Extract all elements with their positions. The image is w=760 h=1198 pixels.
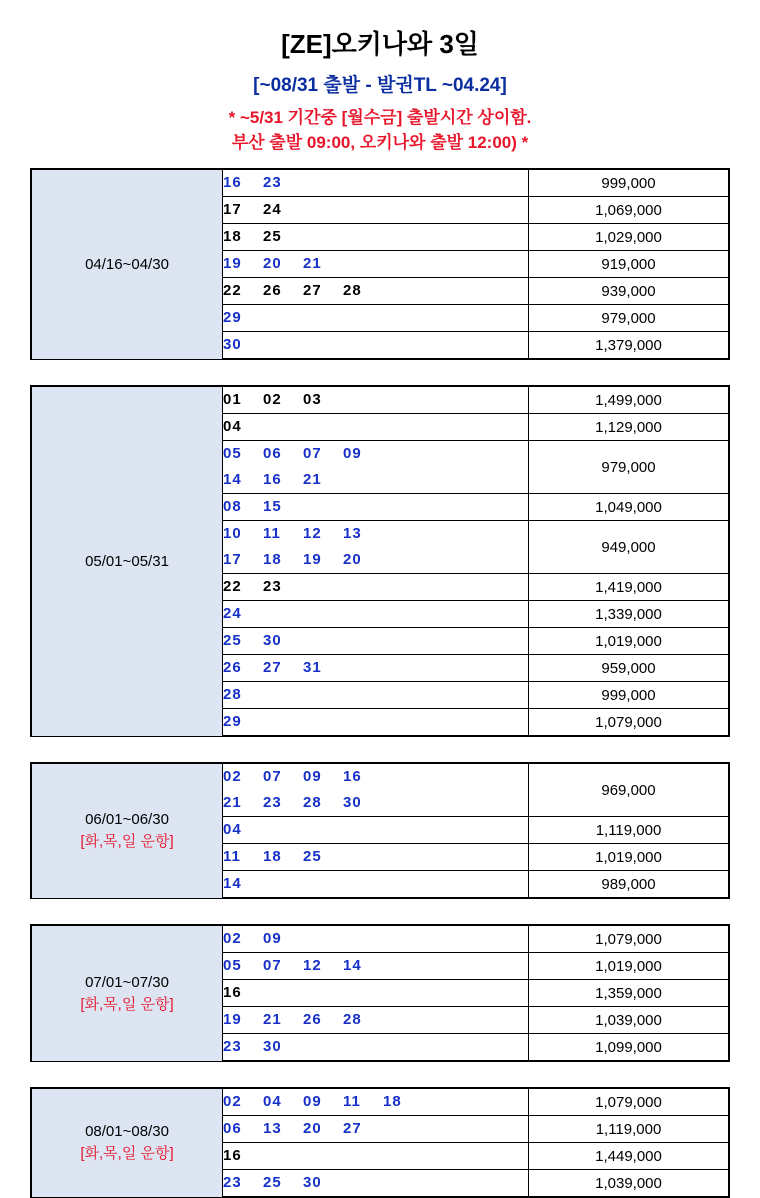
- day-number: 24: [223, 605, 242, 623]
- departure-days-line: [223, 467, 528, 493]
- day-number: 18: [223, 228, 242, 246]
- day-number: 20: [303, 1120, 322, 1138]
- table-row: [31, 763, 729, 817]
- day-number: 01: [223, 391, 242, 409]
- day-number: 16: [223, 984, 242, 1002]
- day-number: 25: [303, 848, 322, 866]
- group-spacer-cell: [31, 898, 729, 925]
- day-number: 09: [343, 445, 362, 463]
- price-cell: 1,029,000: [529, 224, 730, 251]
- day-number: 04: [263, 1093, 282, 1111]
- price-cell: 939,000: [529, 278, 730, 305]
- day-number: 23: [263, 794, 282, 812]
- day-number: 17: [223, 201, 242, 219]
- departure-days-cell: [223, 414, 529, 441]
- departure-days-line: [223, 494, 528, 520]
- period-label: 04/16~04/30: [85, 255, 169, 273]
- period-note: [화,목,일 운항]: [80, 995, 174, 1013]
- departure-days-cell: [223, 1034, 529, 1062]
- day-number: 16: [263, 471, 282, 489]
- day-number: 21: [263, 1011, 282, 1029]
- day-number: 16: [223, 174, 242, 192]
- day-number: 12: [303, 957, 322, 975]
- period-cell: [31, 386, 223, 736]
- price-cell: 1,079,000: [529, 1088, 730, 1116]
- departure-days-cell: [223, 197, 529, 224]
- departure-days-line: [223, 817, 528, 843]
- departure-days-line: [223, 790, 528, 816]
- price-cell: 969,000: [529, 763, 730, 817]
- departure-days-cell: [223, 817, 529, 844]
- departure-days-cell: [223, 601, 529, 628]
- price-cell: 979,000: [529, 305, 730, 332]
- price-cell: 1,039,000: [529, 1007, 730, 1034]
- departure-days-line: [223, 1034, 528, 1060]
- departure-days-cell: [223, 844, 529, 871]
- day-number: 16: [343, 768, 362, 786]
- day-number: 04: [223, 418, 242, 436]
- period-label: 05/01~05/31: [85, 552, 169, 570]
- day-number: 22: [223, 282, 242, 300]
- day-number: 23: [263, 578, 282, 596]
- price-cell: 1,379,000: [529, 332, 730, 360]
- page-title: [ZE]오키나와 3일: [281, 29, 479, 59]
- day-number: 05: [223, 957, 242, 975]
- day-number: 23: [223, 1174, 242, 1192]
- departure-days-cell: [223, 305, 529, 332]
- day-number: 30: [223, 336, 242, 354]
- day-number: 21: [303, 471, 322, 489]
- day-number: 26: [303, 1011, 322, 1029]
- price-cell: 1,019,000: [529, 844, 730, 871]
- departure-days-cell: [223, 332, 529, 360]
- day-number: 03: [303, 391, 322, 409]
- day-number: 28: [303, 794, 322, 812]
- day-number: 30: [263, 1038, 282, 1056]
- notice-block: [0, 106, 760, 155]
- day-number: 20: [263, 255, 282, 273]
- day-number: 27: [263, 659, 282, 677]
- departure-days-cell: [223, 278, 529, 305]
- departure-days-cell: [223, 953, 529, 980]
- departure-days-line: [223, 953, 528, 979]
- departure-days-cell: [223, 521, 529, 574]
- price-cell: 1,129,000: [529, 414, 730, 441]
- price-cell: 1,049,000: [529, 494, 730, 521]
- table-row: [31, 925, 729, 953]
- day-number: 07: [303, 445, 322, 463]
- day-number: 13: [263, 1120, 282, 1138]
- departure-days-line: [223, 547, 528, 573]
- departure-days-line: [223, 1089, 528, 1115]
- departure-days-line: [223, 278, 528, 304]
- departure-days-line: [223, 628, 528, 654]
- departure-days-line: [223, 1007, 528, 1033]
- price-cell: 919,000: [529, 251, 730, 278]
- price-cell: 1,019,000: [529, 628, 730, 655]
- day-number: 26: [223, 659, 242, 677]
- departure-days-line: [223, 574, 528, 600]
- day-number: 04: [223, 821, 242, 839]
- price-cell: 1,119,000: [529, 817, 730, 844]
- price-cell: 1,039,000: [529, 1170, 730, 1198]
- group-spacer-cell: [31, 359, 729, 386]
- day-number: 27: [343, 1120, 362, 1138]
- day-number: 15: [263, 498, 282, 516]
- departure-days-line: [223, 601, 528, 627]
- day-number: 30: [343, 794, 362, 812]
- day-number: 09: [303, 768, 322, 786]
- departure-days-line: [223, 764, 528, 790]
- day-number: 23: [223, 1038, 242, 1056]
- day-number: 28: [223, 686, 242, 704]
- departure-days-line: [223, 441, 528, 467]
- departure-days-line: [223, 1116, 528, 1142]
- day-number: 14: [223, 875, 242, 893]
- departure-days-cell: [223, 709, 529, 737]
- day-number: 18: [263, 848, 282, 866]
- departure-days-line: [223, 305, 528, 331]
- day-number: 29: [223, 713, 242, 731]
- departure-days-line: [223, 332, 528, 358]
- day-number: 23: [263, 174, 282, 192]
- day-number: 28: [343, 282, 362, 300]
- notice-line-1: * ~5/31 기간중 [월수금] 출발시간 상이함.: [228, 108, 532, 127]
- day-number: 31: [303, 659, 322, 677]
- day-number: 22: [223, 578, 242, 596]
- departure-days-line: [223, 1143, 528, 1169]
- table-row: [31, 386, 729, 414]
- departure-days-cell: [223, 763, 529, 817]
- day-number: 26: [263, 282, 282, 300]
- day-number: 20: [343, 551, 362, 569]
- group-spacer-cell: [31, 736, 729, 763]
- price-cell: 1,069,000: [529, 197, 730, 224]
- day-number: 18: [263, 551, 282, 569]
- day-number: 14: [223, 471, 242, 489]
- day-number: 28: [343, 1011, 362, 1029]
- departure-days-cell: [223, 1143, 529, 1170]
- departure-days-cell: [223, 169, 529, 197]
- price-cell: 949,000: [529, 521, 730, 574]
- day-number: 19: [223, 255, 242, 273]
- day-number: 12: [303, 525, 322, 543]
- day-number: 25: [263, 1174, 282, 1192]
- departure-days-cell: [223, 224, 529, 251]
- departure-days-line: [223, 414, 528, 440]
- period-cell: [31, 1088, 223, 1197]
- price-cell: 1,499,000: [529, 386, 730, 414]
- page-header: [0, 0, 760, 155]
- day-number: 07: [263, 768, 282, 786]
- departure-days-line: [223, 926, 528, 952]
- day-number: 16: [223, 1147, 242, 1165]
- period-label: 06/01~06/30: [85, 811, 169, 829]
- day-number: 10: [223, 525, 242, 543]
- day-number: 27: [303, 282, 322, 300]
- departure-days-cell: [223, 386, 529, 414]
- day-number: 19: [303, 551, 322, 569]
- departure-days-line: [223, 197, 528, 223]
- departure-days-cell: [223, 925, 529, 953]
- day-number: 11: [263, 525, 281, 543]
- departure-days-line: [223, 1170, 528, 1196]
- page-subtitle: [~08/31 출발 - 발권TL ~04.24]: [253, 75, 507, 96]
- departure-days-cell: [223, 441, 529, 494]
- day-number: 18: [383, 1093, 402, 1111]
- group-spacer: [31, 898, 729, 925]
- period-cell: [31, 763, 223, 898]
- group-spacer-cell: [31, 1061, 729, 1088]
- day-number: 02: [223, 1093, 242, 1111]
- departure-days-line: [223, 682, 528, 708]
- departure-days-cell: [223, 1088, 529, 1116]
- day-number: 17: [223, 551, 242, 569]
- price-cell: 1,419,000: [529, 574, 730, 601]
- day-number: 21: [303, 255, 322, 273]
- price-cell: 1,449,000: [529, 1143, 730, 1170]
- departure-days-line: [223, 521, 528, 547]
- departure-days-line: [223, 251, 528, 277]
- departure-days-line: [223, 709, 528, 735]
- departure-days-cell: [223, 251, 529, 278]
- departure-days-line: [223, 170, 528, 196]
- departure-days-cell: [223, 980, 529, 1007]
- price-cell: 999,000: [529, 682, 730, 709]
- day-number: 24: [263, 201, 282, 219]
- period-note: [화,목,일 운항]: [80, 1145, 174, 1163]
- departure-days-cell: [223, 1007, 529, 1034]
- departure-days-line: [223, 844, 528, 870]
- price-cell: 989,000: [529, 871, 730, 899]
- day-number: 11: [343, 1093, 361, 1111]
- price-cell: 1,079,000: [529, 925, 730, 953]
- day-number: 06: [263, 445, 282, 463]
- departure-days-line: [223, 980, 528, 1006]
- price-cell: 1,119,000: [529, 1116, 730, 1143]
- period-label: 07/01~07/30: [85, 973, 169, 991]
- day-number: 08: [223, 498, 242, 516]
- departure-days-cell: [223, 494, 529, 521]
- notice-line-2: 부산 출발 09:00, 오키나와 출발 12:00) *: [231, 132, 529, 152]
- price-cell: 1,079,000: [529, 709, 730, 737]
- price-cell: 959,000: [529, 655, 730, 682]
- departure-days-cell: [223, 628, 529, 655]
- day-number: 09: [263, 930, 282, 948]
- day-number: 13: [343, 525, 362, 543]
- day-number: 02: [223, 930, 242, 948]
- day-number: 30: [303, 1174, 322, 1192]
- departure-days-cell: [223, 574, 529, 601]
- day-number: 29: [223, 309, 242, 327]
- departure-days-line: [223, 224, 528, 250]
- departure-days-cell: [223, 1170, 529, 1198]
- day-number: 14: [343, 957, 362, 975]
- price-cell: 979,000: [529, 441, 730, 494]
- price-cell: 999,000: [529, 169, 730, 197]
- day-number: 09: [303, 1093, 322, 1111]
- departure-days-line: [223, 387, 528, 413]
- departure-days-cell: [223, 682, 529, 709]
- day-number: 05: [223, 445, 242, 463]
- day-number: 11: [223, 848, 241, 866]
- price-cell: 1,019,000: [529, 953, 730, 980]
- group-spacer: [31, 736, 729, 763]
- day-number: 30: [263, 632, 282, 650]
- departure-days-cell: [223, 655, 529, 682]
- period-label: 08/01~08/30: [85, 1123, 169, 1141]
- day-number: 07: [263, 957, 282, 975]
- departure-days-line: [223, 655, 528, 681]
- departure-days-cell: [223, 871, 529, 899]
- group-spacer: [31, 1061, 729, 1088]
- period-cell: [31, 169, 223, 359]
- day-number: 21: [223, 794, 242, 812]
- day-number: 02: [223, 768, 242, 786]
- price-cell: 1,339,000: [529, 601, 730, 628]
- price-cell: 1,099,000: [529, 1034, 730, 1062]
- departure-days-cell: [223, 1116, 529, 1143]
- day-number: 02: [263, 391, 282, 409]
- group-spacer: [31, 359, 729, 386]
- departure-days-line: [223, 871, 528, 897]
- table-row: [31, 169, 729, 197]
- day-number: 19: [223, 1011, 242, 1029]
- fare-table: [30, 168, 730, 1198]
- day-number: 06: [223, 1120, 242, 1138]
- table-row: [31, 1088, 729, 1116]
- day-number: 25: [223, 632, 242, 650]
- day-number: 25: [263, 228, 282, 246]
- price-cell: 1,359,000: [529, 980, 730, 1007]
- period-cell: [31, 925, 223, 1061]
- period-note: [화,목,일 운항]: [80, 833, 174, 851]
